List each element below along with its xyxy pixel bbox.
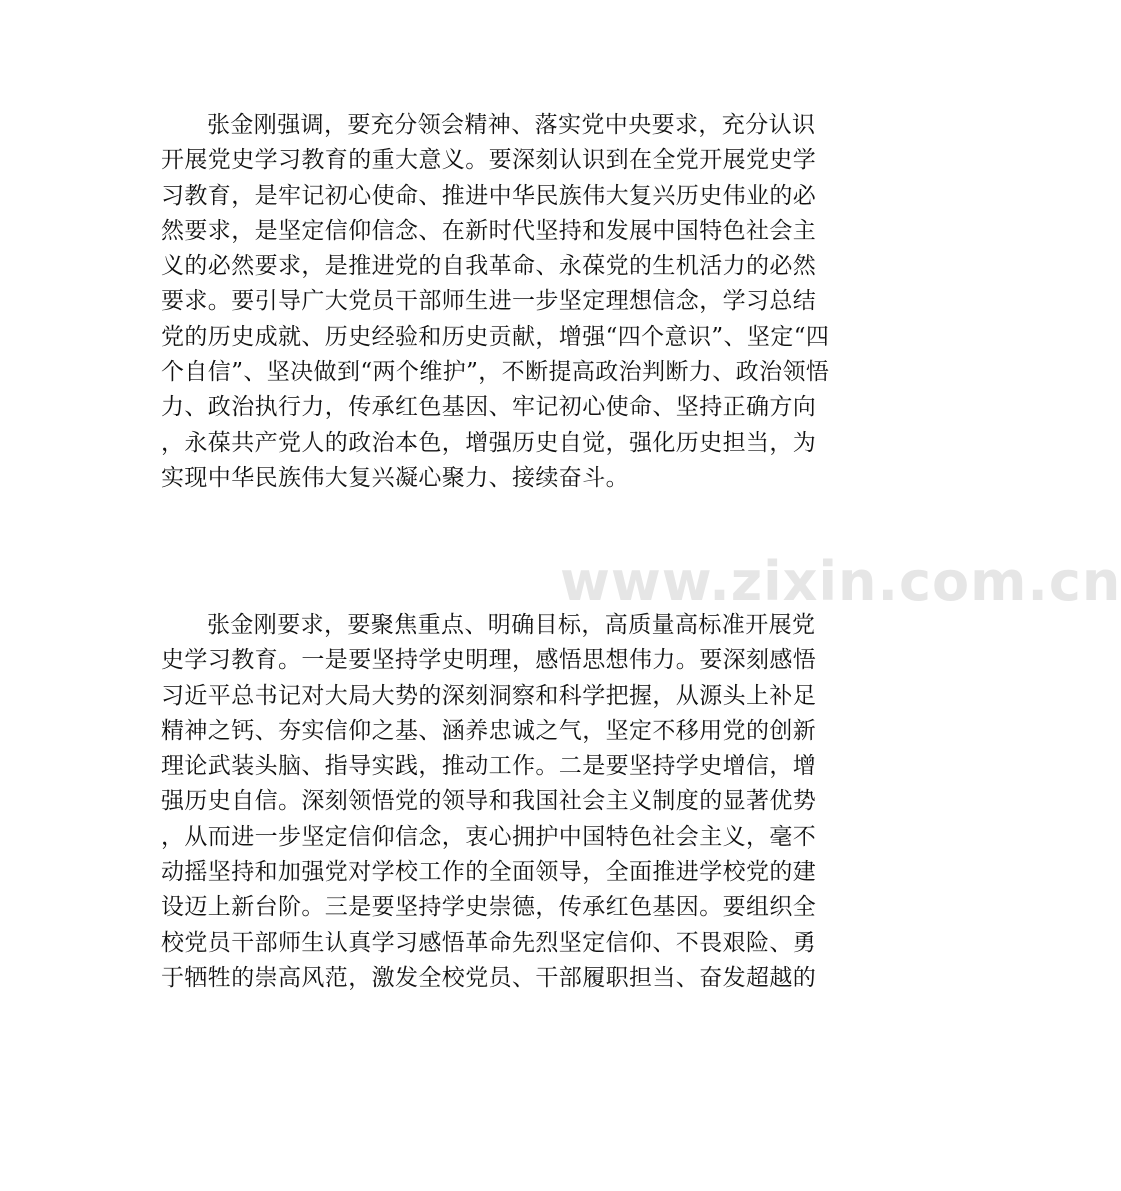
text-line: 设迈上新台阶。三是要坚持学史崇德，传承红色基因。要组织全 — [161, 894, 817, 921]
text-line: 理论武装头脑、指导实践，推动工作。二是要坚持学史增信，增 — [161, 753, 817, 780]
text-line: 力、政治执行力，传承红色基因、牢记初心使命、坚持正确方向 — [161, 394, 817, 421]
text-line: 要求。要引导广大党员干部师生进一步坚定理想信念，学习总结 — [161, 288, 817, 315]
text-line: 义的必然要求，是推进党的自我革命、永葆党的生机活力的必然 — [161, 253, 817, 280]
text-line: ，从而进一步坚定信仰信念，衷心拥护中国特色社会主义，毫不 — [161, 823, 817, 850]
text-line: 张金刚强调，要充分领会精神、落实党中央要求，充分认识 — [207, 112, 816, 138]
text-line: 校党员干部师生认真学习感悟革命先烈坚定信仰、不畏艰险、勇 — [161, 929, 817, 956]
text-line: 精神之钙、夯实信仰之基、涵养忠诚之气，坚定不移用党的创新 — [161, 717, 817, 744]
text-line: 开展党史学习教育的重大意义。要深刻认识到在全党开展党史学 — [161, 147, 817, 174]
watermark: www.zixin.com.cn — [560, 550, 1121, 613]
text-line: 个自信”、坚决做到“两个维护”，不断提高政治判断力、政治领悟 — [161, 359, 830, 386]
text-line: 动摇坚持和加强党对学校工作的全面领导，全面推进学校党的建 — [161, 859, 817, 886]
text-line: 习教育，是牢记初心使命、推进中华民族伟大复兴历史伟业的必 — [161, 182, 817, 209]
text-line: 实现中华民族伟大复兴凝心聚力、接续奋斗。 — [161, 464, 629, 491]
text-line: ，永葆共产党人的政治本色，增强历史自觉，强化历史担当，为 — [161, 429, 817, 456]
paragraph-2 — [161, 608, 817, 996]
text-line: 史学习教育。一是要坚持学史明理，感悟思想伟力。要深刻感悟 — [161, 647, 817, 674]
text-line: 强历史自信。深刻领悟党的领导和我国社会主义制度的显著优势 — [161, 788, 817, 815]
text-line: 党的历史成就、历史经验和历史贡献，增强“四个意识”、坚定“四 — [161, 323, 830, 350]
text-line: 于牺牲的崇高风范，激发全校党员、干部履职担当、奋发超越的 — [161, 964, 817, 991]
text-line: 然要求，是坚定信仰信念、在新时代坚持和发展中国特色社会主 — [161, 217, 817, 244]
text-line: 习近平总书记对大局大势的深刻洞察和科学把握，从源头上补足 — [161, 682, 817, 709]
paragraph-1 — [161, 108, 830, 496]
text-line: 张金刚要求，要聚焦重点、明确目标，高质量高标准开展党 — [207, 612, 816, 638]
